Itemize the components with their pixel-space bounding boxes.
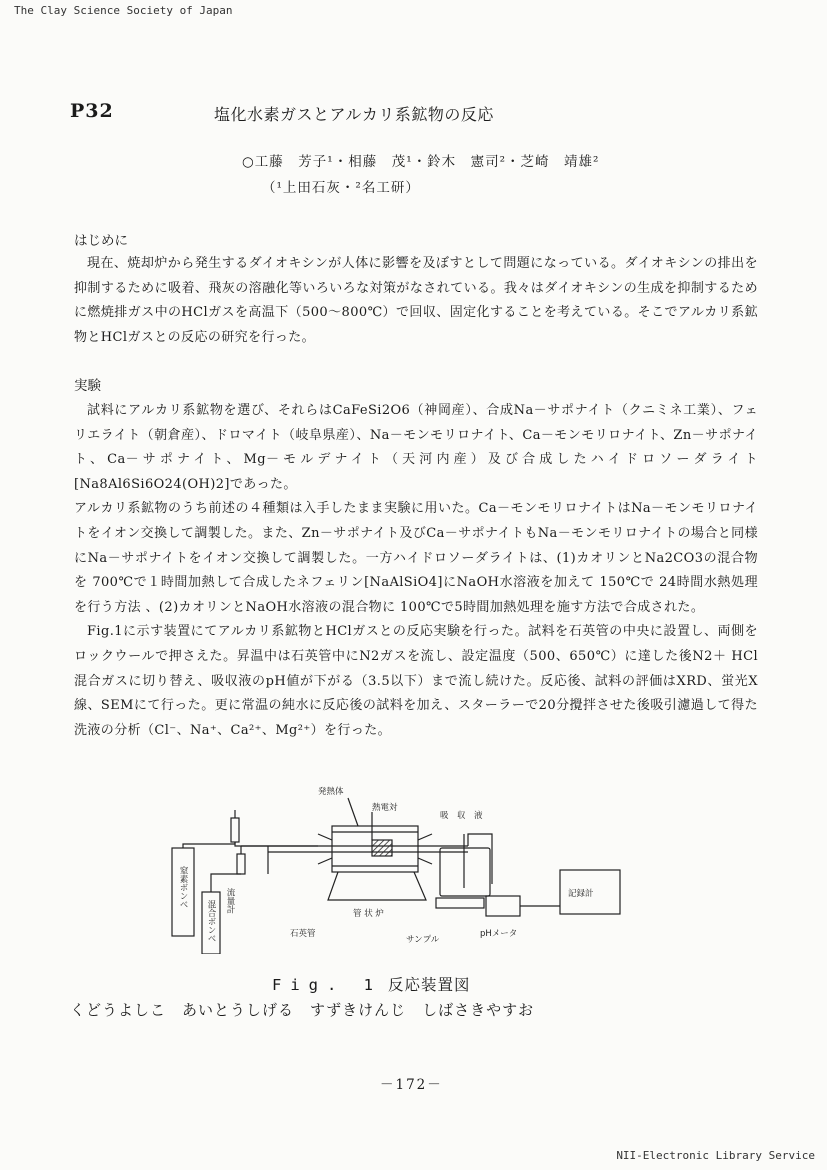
experiment-heading: 実験 — [74, 378, 101, 394]
label-furnace: 管 状 炉 — [353, 909, 384, 919]
intro-heading: はじめに — [74, 233, 128, 249]
label-thermocouple: 熱電対 — [372, 803, 398, 813]
running-footer: NII-Electronic Library Service — [616, 1149, 815, 1162]
experiment-paragraph-2: アルカリ系鉱物のうち前述の４種類は入手したまま実験に用いた。Ca－モンモリロナイトはNa－モンモリロナイトをイオン交換して調製した。また、Zn－サポナイト及びCa－サポナイトもNa－モンモリロナイトの場合と同様にNa－サポナイトをイオン交換して調製した。一方ハイドロソーダライトは、(1)カオリンとNa2CO3の混合物を 700℃で１時間加熱して合成したネフェリン[NaAlSiO4]にNaOH水溶液を加えて 150℃で 24時間水熱処理を行う方法 、(2)カオリンとNaOH水溶液の混合物に 100℃で5時間加熱処理を施す方法で合成された。 — [74, 501, 758, 615]
label-sample: サンプル — [406, 935, 440, 945]
page-number: －172－ — [380, 1077, 443, 1093]
label-mix-cylinder: 混合ボンベ — [206, 900, 216, 943]
absorber-vessel — [440, 848, 490, 896]
label-recorder: 記録計 — [568, 889, 594, 899]
label-ph-meter: pHメータ — [480, 929, 518, 939]
sample-block — [372, 840, 392, 856]
experiment-paragraph-1: 試料にアルカリ系鉱物を選び、それらはCaFeSi2O6（神岡産）、合成Na－サポナイト（クニミネ工業）、フェリエライト（朝倉産）、ドロマイト（岐阜県産）、Na－モンモリロナイト、Ca－モンモリロナイト、Zn－サポナイト、Ca－サポナイト、Mg－モルデナイト（天河内産）及び合成したハイドロソーダライト[Na8Al6Si6O24(OH)2]であった。 — [74, 403, 758, 492]
label-quartz-tube: 石英管 — [290, 929, 316, 939]
paper-title: 塩化水素ガスとアルカリ系鉱物の反応 — [214, 105, 494, 124]
caption-text: 反応装置図 — [387, 976, 471, 994]
label-absorbent: 吸 収 液 — [440, 811, 483, 821]
experiment-paragraph-3: Fig.1に示す装置にてアルカリ系鉱物とHClガスとの反応実験を行った。試料を石英管の中央に設置し、両側をロックウールで押さえた。昇温中は石英管中にN2ガスを流し、設定温度（500、650℃）に達した後N2＋ HCl混合ガスに切り替え、吸収液のpH値が下がる（3.5以下）まで流し続けた。反応後、試料の評価はXRD、蛍光X線、SEMにて行った。更に常温の純水に反応後の試料を加え、スターラーで20分攪拌させた後吸引濾過して得た洗液の分析（Cl⁻、Na⁺、Ca²⁺、Mg²⁺）を行った。 — [74, 624, 758, 738]
figure-caption — [272, 973, 470, 995]
apparatus-diagram — [168, 784, 628, 954]
author-list: ○工藤 芳子¹・相藤 茂¹・鈴木 憲司²・芝崎 靖雄² — [242, 154, 600, 170]
caption-fig-number: Fig. 1 — [272, 976, 382, 994]
flowmeter-2 — [237, 854, 245, 874]
flowmeter-1 — [231, 818, 239, 842]
author-name-kana: くどうよしこ あいとうしげる すずきけんじ しばさきやすお — [70, 1001, 535, 1019]
label-flowmeter: 流量計 — [225, 888, 235, 914]
experiment-section — [74, 399, 758, 743]
running-header: The Clay Science Society of Japan — [14, 4, 233, 17]
label-n2-cylinder: 窒素ボンベ — [178, 866, 188, 909]
ph-meter — [486, 896, 520, 916]
affiliations: （¹上田石灰・²名工研） — [262, 180, 420, 196]
intro-paragraph: 現在、焼却炉から発生するダイオキシンが人体に影響を及ぼすとして問題になっている。ダイオキシンの排出を抑制するために吸着、飛灰の溶融化等いろいろな対策がなされている。我々はダイオキシンの生成を抑制するために燃焼排ガス中のHClガスを高温下（500～800℃）で回収、固定化することを考えている。そこでアルカリ系鉱物とHClガスとの反応の研究を行った。 — [74, 256, 758, 345]
label-heater: 発熱体 — [318, 787, 344, 797]
paper-code: P32 — [70, 100, 114, 122]
intro-section — [74, 252, 758, 350]
